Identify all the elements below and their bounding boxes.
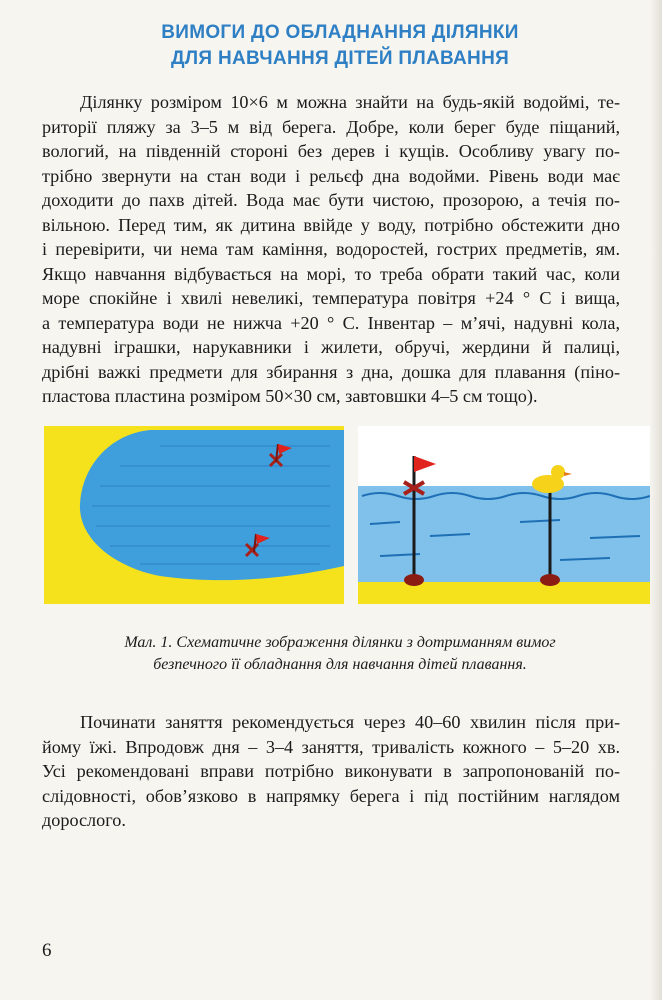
illustration-swimming-area [0, 426, 662, 606]
text-line: риторії пляжу за 3–5 м від берега. Добре, коли берег буде піщаний, [42, 116, 620, 137]
title-line-1: ВИМОГИ ДО ОБЛАДНАННЯ ДІЛЯНКИ [161, 22, 519, 43]
text-line: вільною. Перед тим, як дитина ввійде у воду, потрібно обстежити дно [42, 214, 620, 235]
text-line: Якщо навчання відбувається на морі, то треба обрати такий час, коли [42, 263, 620, 284]
text-line: трібно звернути на стан води і рельєф дна водойми. Рівень води має [42, 165, 620, 186]
title-line-2: ДЛЯ НАВЧАННЯ ДІТЕЙ ПЛАВАННЯ [170, 48, 510, 69]
caption-line-1: Мал. 1. Схематичне зображення ділянки з дотриманням вимог [124, 634, 556, 651]
text-line: пластова пластина розміром 50×30 см, завтовшки 4–5 см тощо). [42, 386, 538, 406]
text-line: вологий, на південній стороні без дерев і кущів. Особливу увагу по- [42, 141, 620, 161]
text-line: Усі рекомендовані вправи потрібно виконувати в запропонованій по- [42, 761, 620, 781]
caption-line-2: безпечного її обладнання для навчання дітей плавання. [153, 656, 527, 673]
area-top-view-drawing [44, 426, 344, 604]
bottom-sand [358, 582, 658, 604]
area-side-view-drawing [358, 426, 658, 604]
water-side [358, 486, 658, 582]
text-line: і перевірити, чи нема там каміння, водоростей, гострих предметів, ям. [42, 239, 620, 259]
text-line: слідовності, обов’язково в напрямку берега і під постійним наглядом [42, 785, 620, 806]
page-title [60, 20, 620, 72]
text-line: надувні іграшки, нарукавники і жилети, обручі, жердини й палиці, [42, 337, 620, 357]
text-line: йому їжі. Впродовж дня – 3–4 заняття, тривалість кожного – 5–20 хв. [42, 736, 620, 757]
text-line: дорослого. [42, 810, 126, 830]
page-number: 6 [42, 940, 52, 961]
figure-caption [60, 632, 620, 676]
paragraph-schedule [42, 710, 620, 833]
text-line: Починати заняття рекомендується через 40–60 хвилин після при- [80, 712, 620, 732]
text-line: море спокійне і хвилі невеликі, температура повітря +24 ° С і вища, [42, 288, 620, 308]
text-line: дрібні важкі предмети для збирання з дна, дошка для плавання (піно- [42, 361, 620, 382]
text-line: доходити до пахв дітей. Вода має бути чистою, прозорою, а течія по- [42, 190, 620, 210]
text-line: а температура води не нижча +20 ° С. Інвентар – м’ячі, надувні кола, [42, 312, 620, 333]
paragraph-requirements [42, 90, 620, 409]
text-line: Ділянку розміром 10×6 м можна знайти на будь-якій водоймі, те- [80, 92, 620, 112]
page-edge-shadow [650, 0, 662, 1000]
